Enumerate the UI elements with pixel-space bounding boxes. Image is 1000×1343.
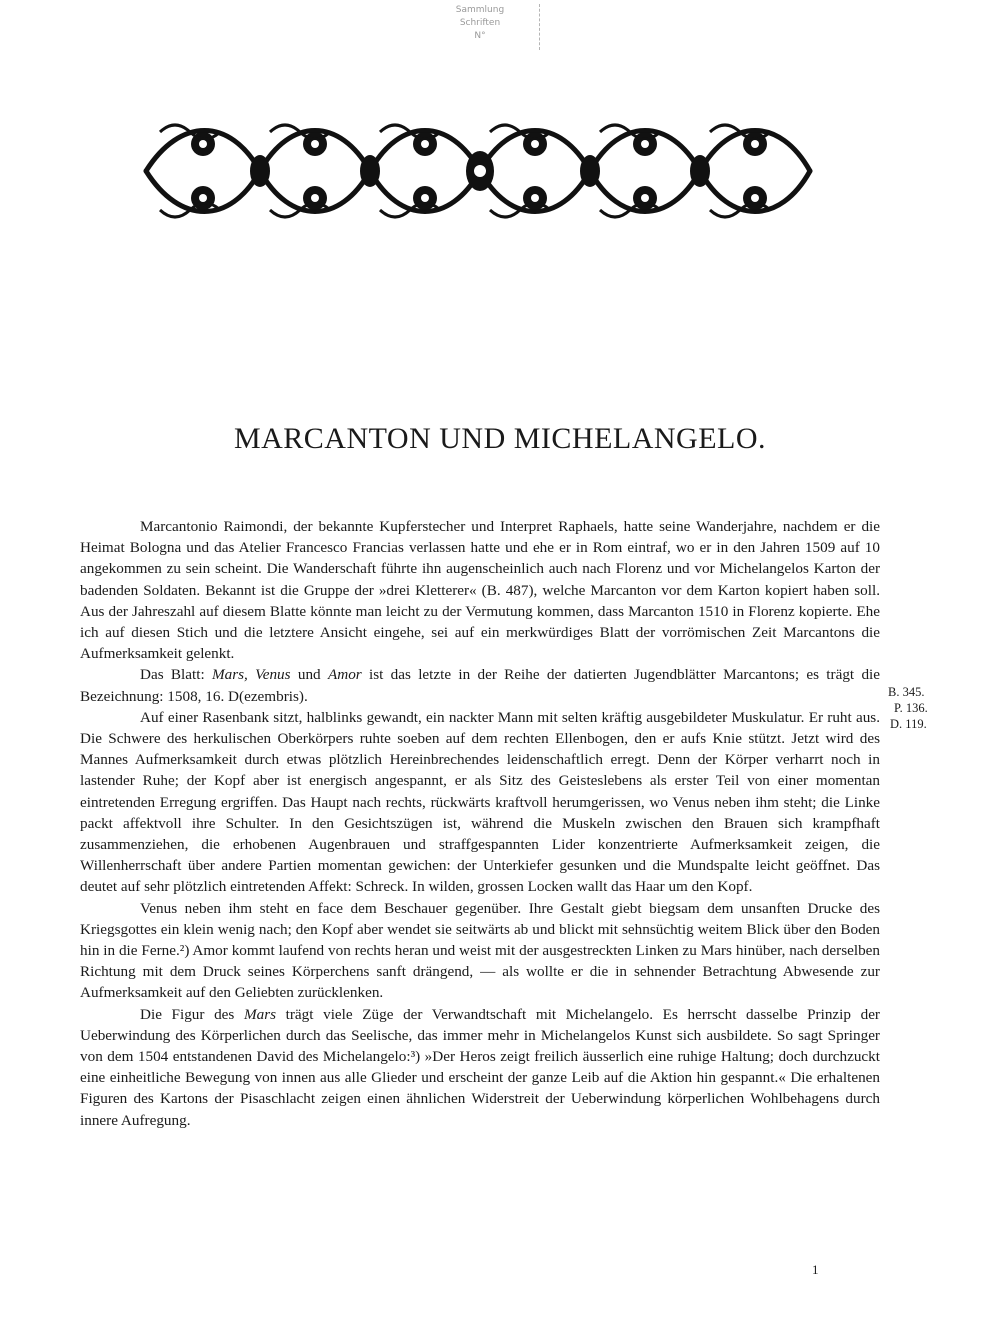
stamp-line: Schriften <box>459 18 501 28</box>
body-paragraph <box>80 516 880 664</box>
library-stamp <box>420 4 540 50</box>
body-paragraph <box>80 707 880 898</box>
body-paragraph <box>80 1004 880 1131</box>
margin-reference: B. 345. <box>888 685 925 699</box>
margin-reference: D. 119. <box>890 717 927 731</box>
article-title: MARCANTON UND MICHELANGELO. <box>233 422 767 455</box>
text-run: Marcantonio Raimondi, der bekannte Kupferstecher und Interpret Raphaels, hatte seine Wanderjahre, nachdem er die Heimat Bologna und das Atelier Francesco Francias verlassen hatte und ehe er in Rom eintraf, wo er in den Jahren 1509 auf 10 angekommen zu sein scheint. Die Wanderschaft führte ihn augenscheinlich auch nach Florenz und vor Michelangelos Karton der badenden Soldaten. Bekannt ist die Gruppe der »drei Kletterer« (B. 487), welche Marcanton vor dem Karton kopiert haben soll. Aus der Jahreszahl auf diesem Blatte könnte man leicht zu der Vermutung kommen, dass Marcanton 1510 in Florenz kopierte. Ehe ich auf diesen Stich und die letztere Ansicht eingehe, sei auf ein merkwürdiges Blatt der vorrömischen Zeit Marcantons die Aufmerksamkeit gelenkt. <box>80 518 880 663</box>
stamp-line: N° <box>474 31 486 41</box>
ornamental-headpiece <box>140 112 816 230</box>
text-run: Auf einer Rasenbank sitzt, halblinks gewandt, ein nackter Mann mit selten kräftig ausgebildeter Muskulatur. Er ruht aus. Die Schwere des herkulischen Oberkörpers ruhte soeben auf dem rechten Ellenbogen, den er aufs Knie stützt. Jetzt wird des Mannes Aufmerksamkeit durch etwas plötzlich Hereinbrechendes leidenschaftlich erregt. Denn der Körper verharrt noch in lastender Ruhe; der Kopf aber ist energisch angespannt, er als Sitz des Geisteslebens als erster Teil von einer momentan eintretenden Erregung ergriffen. Das Haupt nach rechts, rückwärts kraftvoll herumgerissen, wo Venus neben ihm steht; die Linke packt affektvoll ihre Schulter. In den Gesichtszügen ist, während die Muskeln zwischen den Brauen sich krampfhaft zusammenziehen, die erhobenen Augenbrauen und straffgespannten Lider konzentrierte Aufmerksamkeit zeigen, die Willenherrschaft über andere Partien momentan gewichen: der Unterkiefer gesunken und die Mundspalte leicht geöffnet. Das deutet auf sehr plötzlich eintretenden Affekt: Schreck. In wilden, grossen Locken wallt das Haar um den Kopf. <box>80 708 880 896</box>
stamp-line: Sammlung <box>455 5 505 15</box>
text-run: Venus neben ihm steht en face dem Beschauer gegenüber. Ihre Gestalt giebt biegsam dem unsanften Drucke des Kriegsgottes ein klein wenig nach; den Kopf aber wendet sie seitwärts ab und blickt mit sehnsüchtig weitem Blick über den Boden hin in die Ferne.²) Amor kommt laufend von rechts heran und weist mit der ausgestreckten Linken zu Mars hinüber, nach derselben Richtung mit dem Druck seines Körperchens sanft drängend, — als wollte er die in sehnender Betrachtung Abwesende zur Aufmerksamkeit auf den Geliebten zurücklenken. <box>80 899 880 1002</box>
text-run: Die Figur des <box>140 1005 244 1023</box>
text-run: und <box>290 666 328 684</box>
body-paragraph <box>80 664 880 706</box>
italic-text: Amor <box>327 666 362 684</box>
text-run: ist das letzte in der Reihe der datierten Jugendblätter Marcantons; es trägt die Bezeichnung: 1508, 16. D(ezembris). <box>80 666 880 705</box>
page-number: 1 <box>812 1262 819 1277</box>
italic-text: Mars, Venus <box>211 666 291 684</box>
stamp-bracket <box>533 4 540 50</box>
text-run: Das Blatt: <box>140 666 212 684</box>
article-body <box>80 516 880 1131</box>
text-run: trägt viele Züge der Verwandtschaft mit Michelangelo. Es herrscht dasselbe Prinzip der Ueberwindung des Körperlichen durch das Seelische, das immer mehr in Michelangelos Kunst sich ausbildete. So sagt Springer von dem 1504 entstandenen David des Michelangelo:³) »Der Heros zeigt freilich äusserlich eine ruhige Haltung; doch durchzuckt eine einheitliche Bewegung von innen aus alle Glieder und erscheint der ganze Leib auf die Aktion hin gespannt.« Die erhaltenen Figuren des Kartons der Pisaschlacht zeigen einen ähnlichen Widerstreit der Ueberwindung körperlichen Wohlbehagens durch innere Aufregung. <box>80 1005 880 1129</box>
margin-reference: P. 136. <box>894 701 928 715</box>
body-paragraph <box>80 898 880 1004</box>
italic-text: Mars <box>243 1005 277 1023</box>
